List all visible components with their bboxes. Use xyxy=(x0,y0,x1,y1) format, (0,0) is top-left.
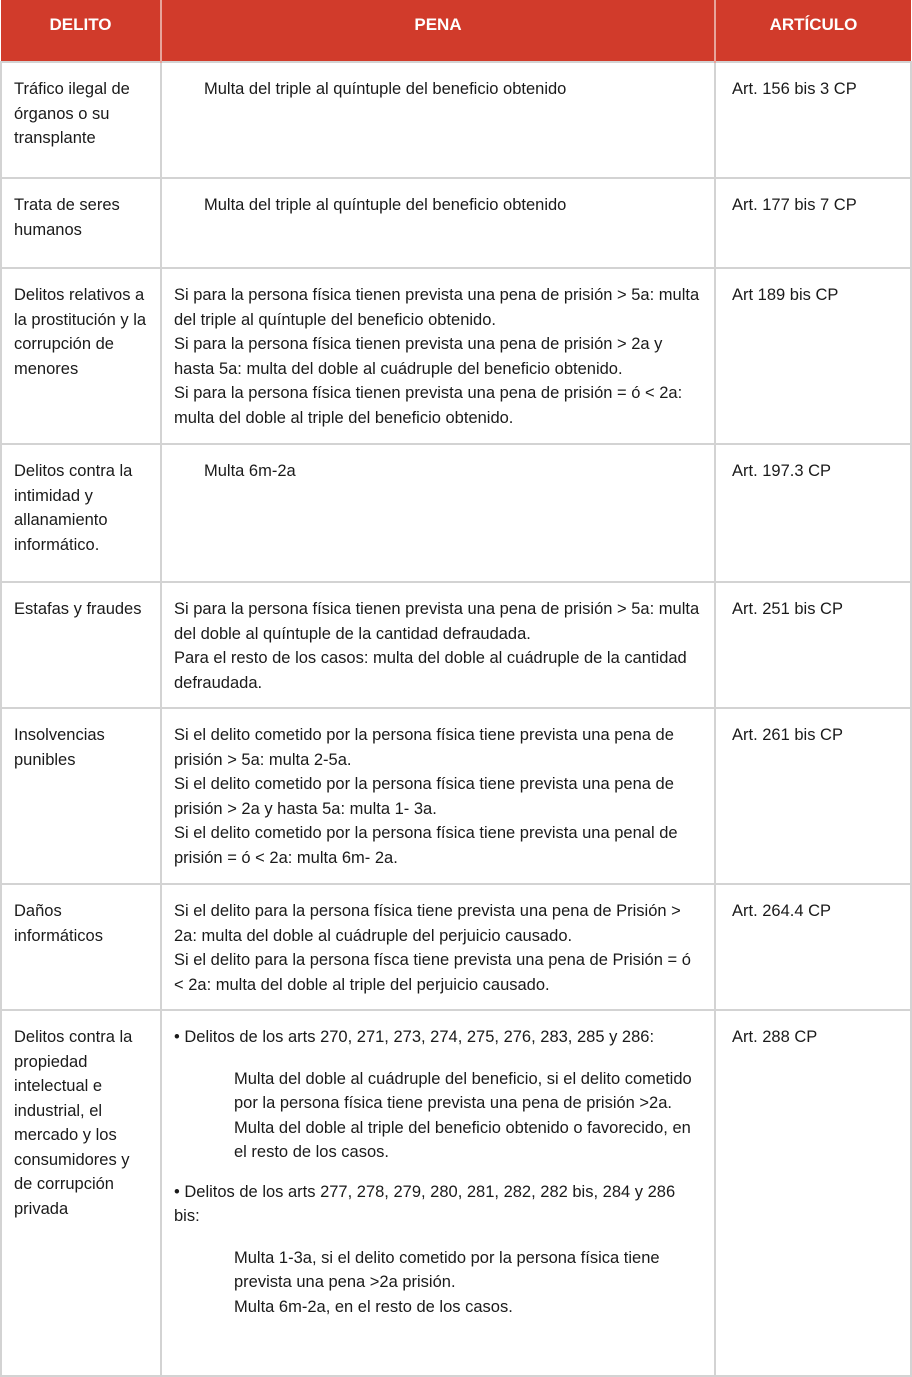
articulo-cell: Art. 264.4 CP xyxy=(715,884,911,1010)
bullet-item: Multa 6m-2a, en el resto de los casos. xyxy=(234,1297,513,1316)
delito-cell: Tráfico ilegal de órganos o su transplante xyxy=(1,62,161,178)
articulo-cell: Art. 197.3 CP xyxy=(715,444,911,582)
table-row xyxy=(1,268,911,444)
header-pena: PENA xyxy=(161,0,715,62)
bullet-item: Multa del doble al cuádruple del beneficio, si el delito cometido por la persona física tiene prevista una pena de prisión >2a. xyxy=(234,1069,692,1112)
pena-cell xyxy=(161,708,715,884)
pena-text: Multa del triple al quíntuple del beneficio obtenido xyxy=(204,80,567,98)
table-row xyxy=(1,582,911,708)
table-row xyxy=(1,444,911,582)
pena-text: Si para la persona física tienen prevista una pena de prisión > 5a: multa del doble al quíntuple de la cantidad defraudada. xyxy=(174,600,700,643)
pena-cell xyxy=(161,178,715,268)
bullet-heading: • Delitos de los arts 277, 278, 279, 280, 281, 282, 282 bis, 284 y 286 bis: xyxy=(174,1182,676,1225)
articulo-cell: Art. 251 bis CP xyxy=(715,582,911,708)
header-delito: DELITO xyxy=(1,0,161,62)
delito-cell: Estafas y fraudes xyxy=(1,582,161,708)
delito-cell: Delitos relativos a la prostitución y la corrupción de menores xyxy=(1,268,161,444)
pena-text: Multa del triple al quíntuple del beneficio obtenido xyxy=(204,196,567,214)
delito-cell: Delitos contra la intimidad y allanamiento informático. xyxy=(1,444,161,582)
delito-cell: Delitos contra la propiedad intelectual e industrial, el mercado y los consumidores y de corrupción privada xyxy=(1,1010,161,1376)
pena-text: Multa 6m-2a xyxy=(204,462,296,480)
pena-text: Si el delito cometido por la persona física tiene prevista una pena de prisión > 5a: multa 2-5a. xyxy=(174,726,674,769)
table-row xyxy=(1,178,911,268)
pena-text: Si el delito cometido por la persona física tiene prevista una pena de prisión > 2a y hasta 5a: multa 1- 3a. xyxy=(174,775,674,818)
pena-text: Si para la persona física tienen prevista una pena de prisión > 5a: multa del triple al quíntuple del beneficio obtenido. xyxy=(174,286,700,329)
pena-cell xyxy=(161,62,715,178)
pena-cell xyxy=(161,884,715,1010)
articulo-cell: Art. 156 bis 3 CP xyxy=(715,62,911,178)
articulo-cell: Art. 288 CP xyxy=(715,1010,911,1376)
pena-cell xyxy=(161,582,715,708)
delito-cell: Insolvencias punibles xyxy=(1,708,161,884)
pena-cell xyxy=(161,1010,715,1376)
pena-text: Si para la persona física tienen prevista una pena de prisión = ó < 2a: multa del doble al triple del beneficio obtenido. xyxy=(174,384,683,427)
table-row xyxy=(1,708,911,884)
pena-text: Si el delito para la persona físca tiene prevista una pena de Prisión = ó < 2a: multa del doble al triple del perjuicio causado. xyxy=(174,951,691,994)
bullet-heading: • Delitos de los arts 270, 271, 273, 274, 275, 276, 283, 285 y 286: xyxy=(174,1028,655,1046)
articulo-cell: Art 189 bis CP xyxy=(715,268,911,444)
bullet-item: Multa del doble al triple del beneficio obtenido o favorecido, en el resto de los casos. xyxy=(234,1118,691,1161)
pena-cell xyxy=(161,268,715,444)
table-row xyxy=(1,1010,911,1376)
delito-cell: Daños informáticos xyxy=(1,884,161,1010)
delito-cell: Trata de seres humanos xyxy=(1,178,161,268)
header-row xyxy=(1,0,911,62)
header-articulo: ARTÍCULO xyxy=(715,0,911,62)
pena-text: Para el resto de los casos: multa del doble al cuádruple de la cantidad defraudada. xyxy=(174,649,687,692)
articulo-cell: Art. 261 bis CP xyxy=(715,708,911,884)
pena-text: Si el delito cometido por la persona física tiene prevista una penal de prisión = ó < 2a: multa 6m- 2a. xyxy=(174,824,678,867)
pena-text: Si para la persona física tienen prevista una pena de prisión > 2a y hasta 5a: multa del doble al cuádruple del beneficio obtenido. xyxy=(174,335,663,378)
articulo-cell: Art. 177 bis 7 CP xyxy=(715,178,911,268)
bullet-item: Multa 1-3a, si el delito cometido por la persona física tiene prevista una pena >2a prisión. xyxy=(234,1248,660,1291)
table-row xyxy=(1,884,911,1010)
pena-text: Si el delito para la persona física tiene prevista una pena de Prisión > 2a: multa del doble al cuádruple del perjuicio causado. xyxy=(174,902,681,945)
pena-cell xyxy=(161,444,715,582)
table-row xyxy=(1,62,911,178)
